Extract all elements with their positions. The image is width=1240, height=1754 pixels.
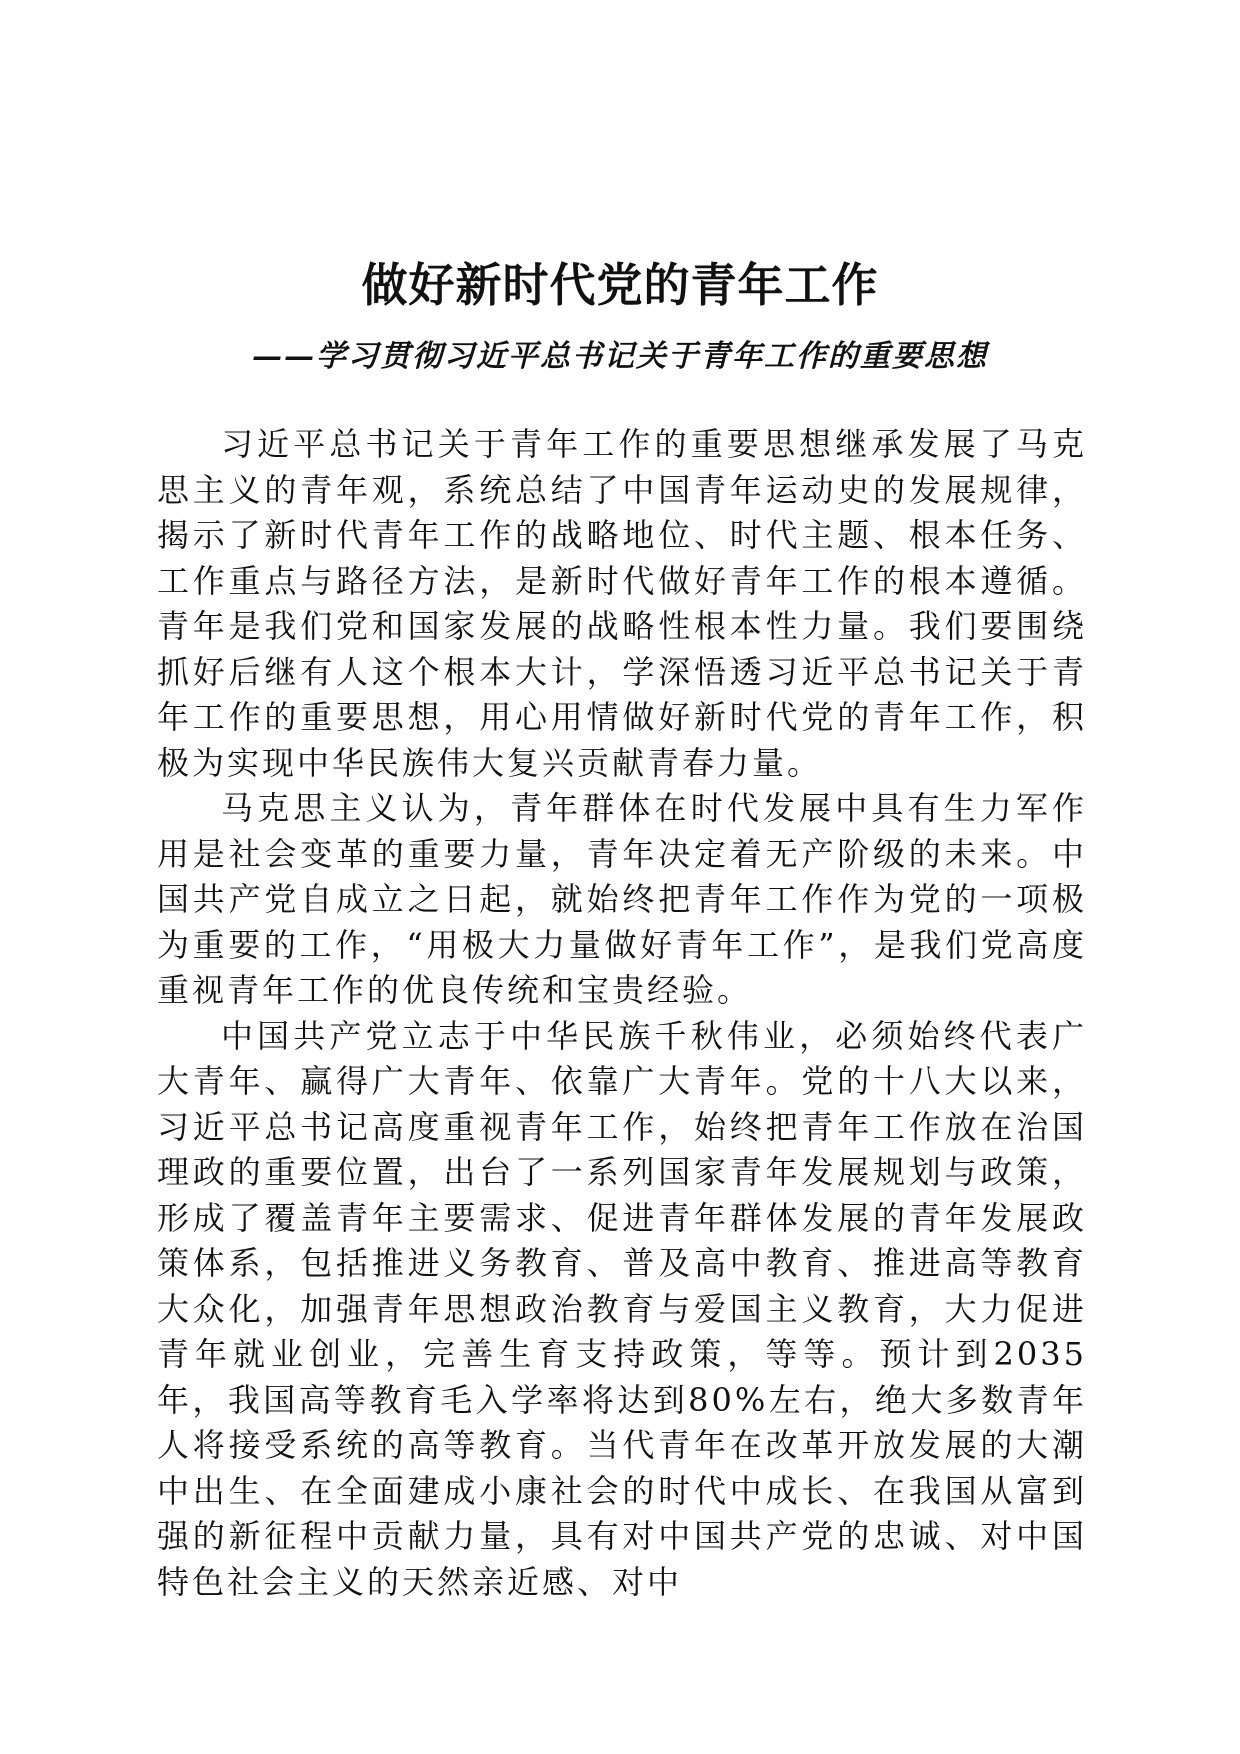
document-body [157,422,1087,1605]
document-title: 做好新时代党的青年工作 [361,258,879,312]
document-subtitle: ——学习贯彻习近平总书记关于青年工作的重要思想 [252,339,988,374]
paragraph-3: 中国共产党立志于中华民族千秋伟业，必须始终代表广大青年、赢得广大青年、依靠广大青年。党的十八大以来，习近平总书记高度重视青年工作，始终把青年工作放在治国理政的重要位置，出台了一系列国家青年发展规划与政策，形成了覆盖青年主要需求、促进青年群体发展的青年发展政策体系，包括推进义务教育、普及高中教育、推进高等教育大众化，加强青年思想政治教育与爱国主义教育，大力促进青年就业创业，完善生育支持政策，等等。预计到2035年，我国高等教育毛入学率将达到80%左右，绝大多数青年人将接受系统的高等教育。当代青年在改革开放发展的大潮中出生、在全面建成小康社会的时代中成长、在我国从富到强的新征程中贡献力量，具有对中国共产党的忠诚、对中国特色社会主义的天然亲近感、对中 [157,1016,1087,1601]
paragraph-1: 习近平总书记关于青年工作的重要思想继承发展了马克思主义的青年观，系统总结了中国青年运动史的发展规律，揭示了新时代青年工作的战略地位、时代主题、根本任务、工作重点与路径方法，是新时代做好青年工作的根本遵循。青年是我们党和国家发展的战略性根本性力量。我们要围绕抓好后继有人这个根本大计，学深悟透习近平总书记关于青年工作的重要思想，用心用情做好新时代党的青年工作，积极为实现中华民族伟大复兴贡献青春力量。 [157,425,1087,782]
paragraph-2: 马克思主义认为，青年群体在时代发展中具有生力军作用是社会变革的重要力量，青年决定着无产阶级的未来。中国共产党自成立之日起，就始终把青年工作作为党的一项极为重要的工作，“用极大力量做好青年工作”，是我们党高度重视青年工作的优良传统和宝贵经验。 [157,789,1087,1009]
